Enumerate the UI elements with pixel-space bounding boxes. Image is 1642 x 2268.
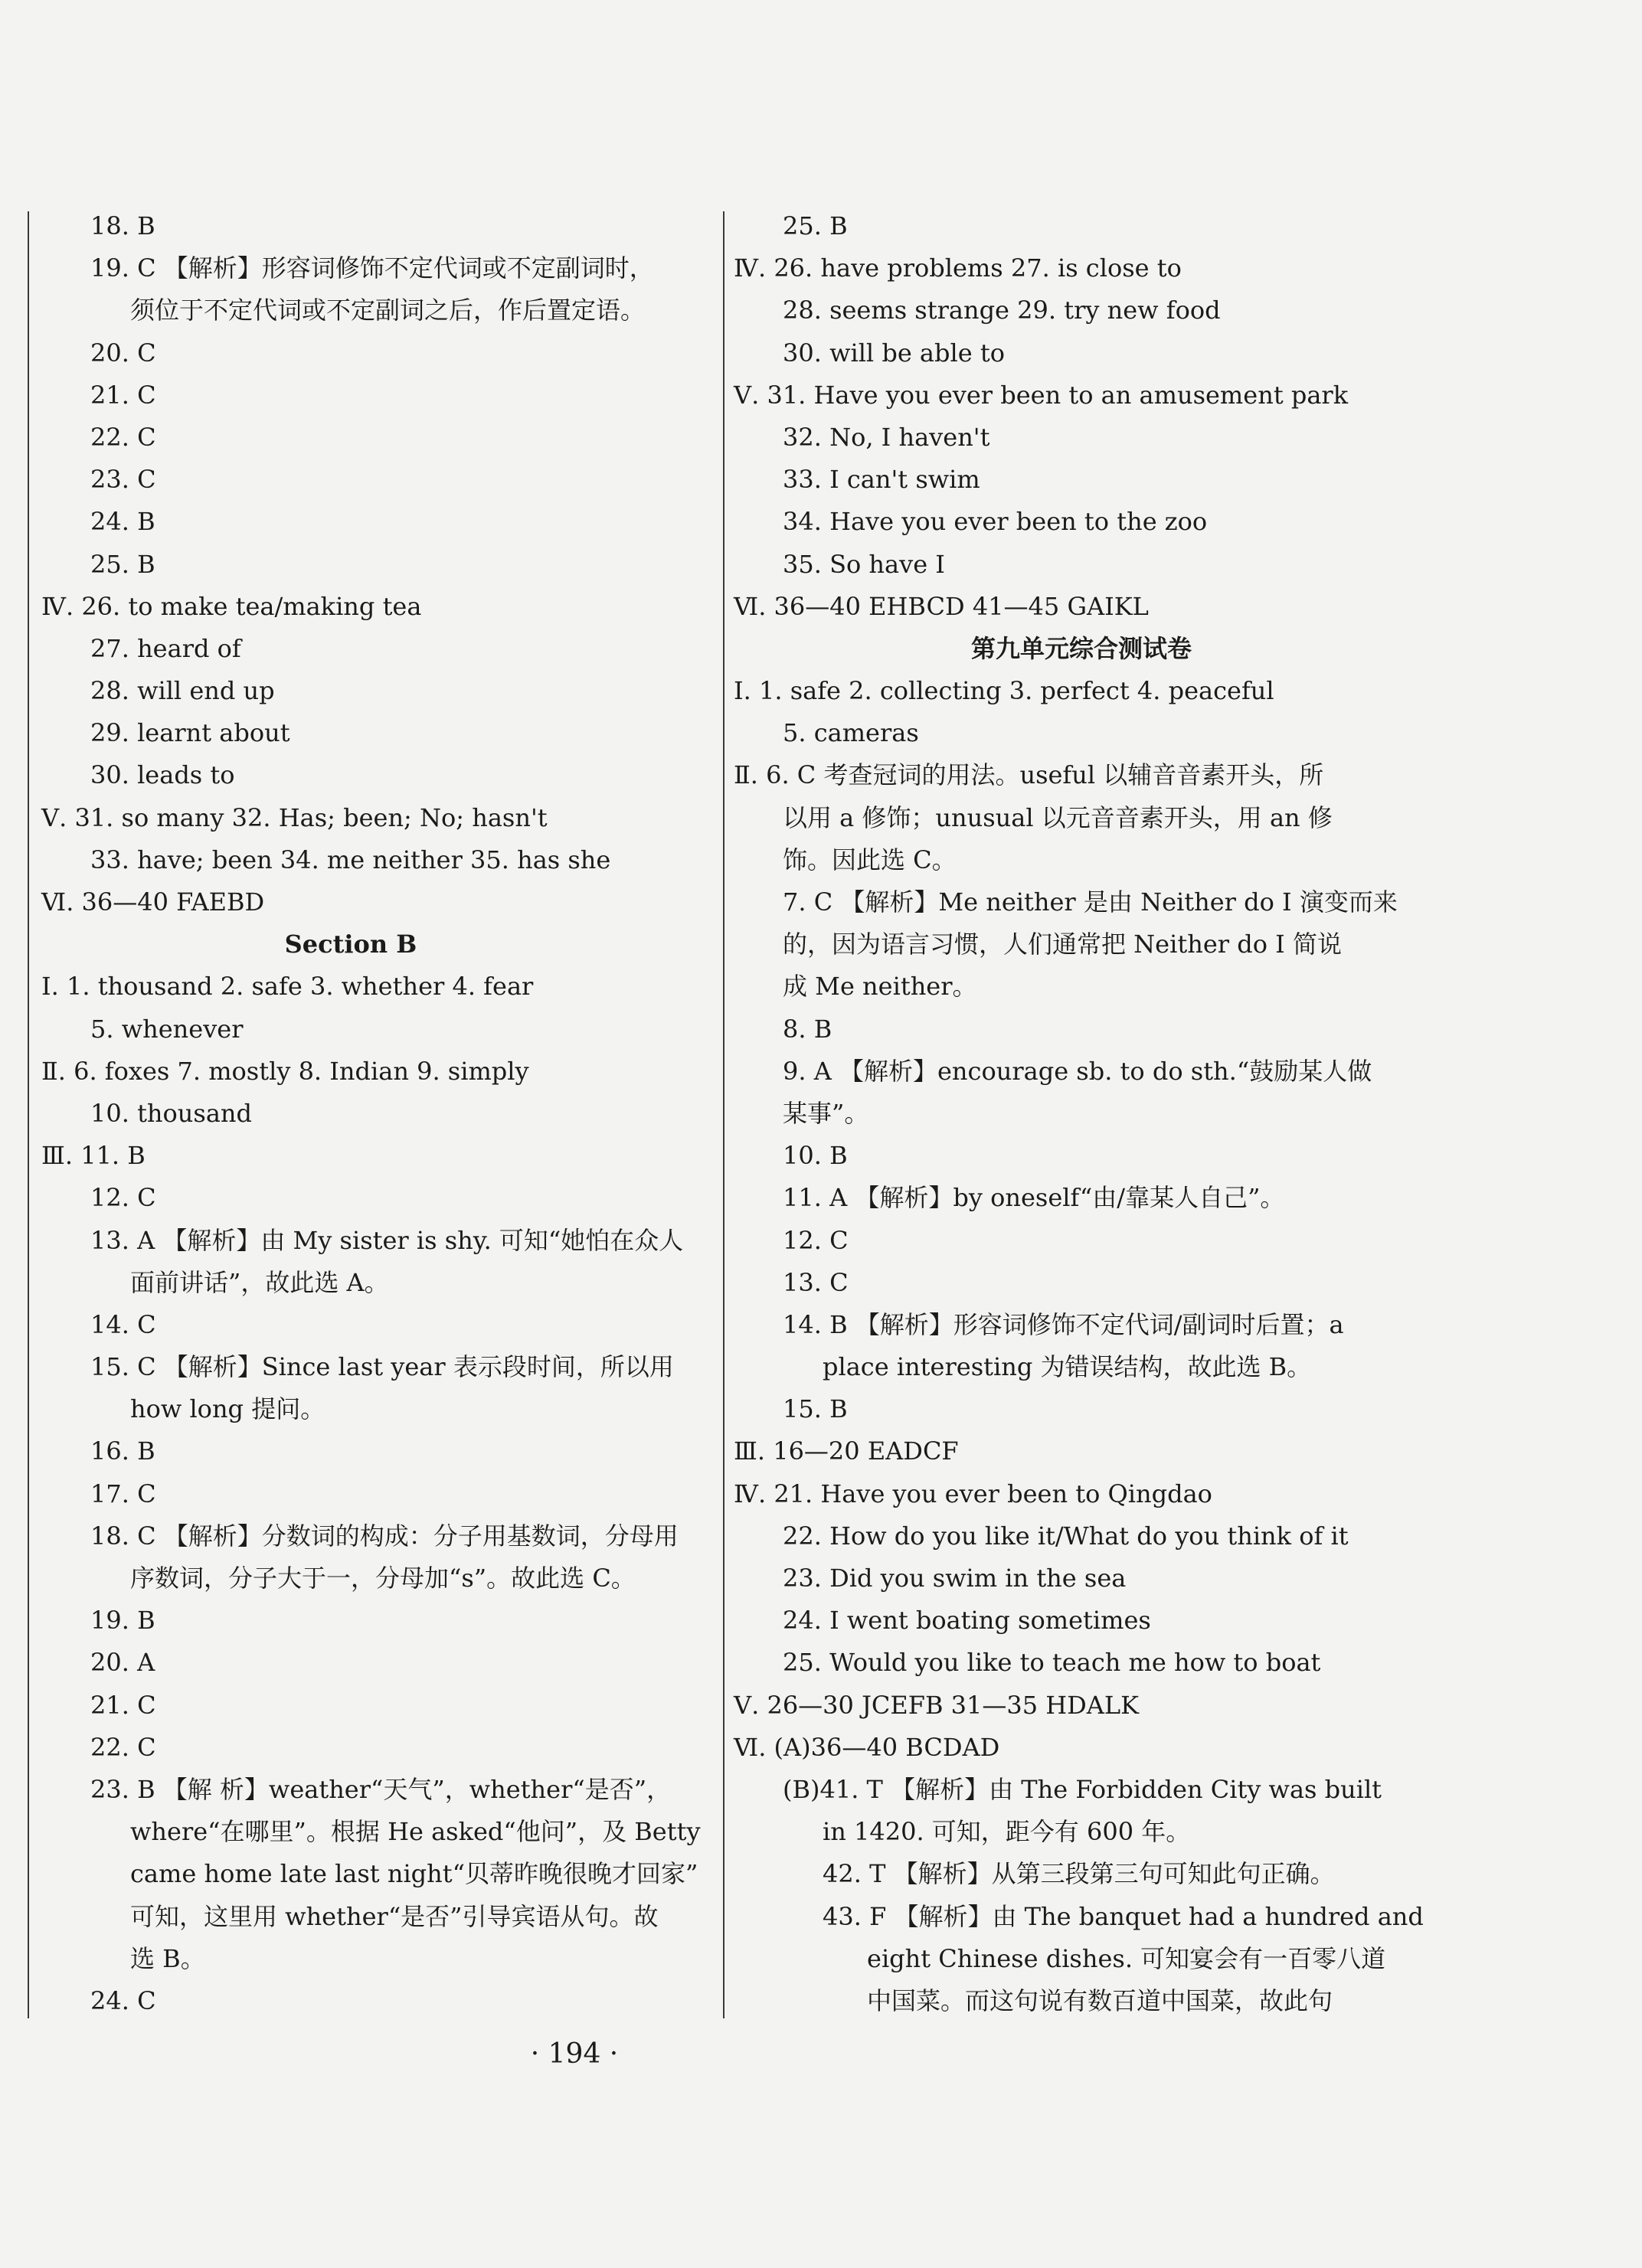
answer-line: 29. learnt about [90,718,290,748]
answer-line: 20. C [90,338,156,368]
answer-line: 30. will be able to [783,338,1005,368]
answer-line: 选 B。 [130,1943,205,1973]
answer-line: 22. C [90,422,156,452]
answer-line: 23. B 【解 析】weather“天气”，whether“是否”， [90,1774,672,1804]
answer-line: 的，因为语言习惯，人们通常把 Neither do I 简说 [783,930,1342,959]
answer-line: how long 提问。 [130,1394,325,1424]
answer-line: 30. leads to [90,760,235,790]
answer-line: 33. I can't swim [783,465,980,495]
answer-line: 10. thousand [90,1098,252,1128]
answer-line: 序数词，分子大于一，分母加“s”。故此选 C。 [130,1564,636,1593]
answer-line: 25. Would you like to teach me how to boat [783,1648,1321,1678]
answer-line: Ⅵ. (A)36—40 BCDAD [734,1732,1000,1762]
answer-line: 23. C [90,465,156,495]
answer-line: Ⅴ. 31. Have you ever been to an amusement park [734,380,1349,410]
answer-line: 8. B [783,1014,832,1044]
answer-line: Ⅳ. 26. to make tea/making tea [41,591,422,621]
answer-line: 25. B [90,549,155,579]
answer-line: 15. C 【解析】Since last year 表示段时间，所以用 [90,1352,674,1382]
answer-line: 17. C [90,1479,156,1508]
answer-line: 第九单元综合测试卷 [970,633,1192,663]
answer-line: in 1420. 可知，距今有 600 年。 [823,1817,1191,1847]
answer-line: 18. C 【解析】分数词的构成：分子用基数词，分母用 [90,1521,679,1551]
right-column [734,205,1424,2022]
answer-line: 20. A [90,1648,155,1678]
answer-line: 32. No, I haven't [783,422,990,452]
answer-line: Ⅵ. 36—40 EHBCD 41—45 GAIKL [734,591,1149,621]
answer-line: 13. C [783,1267,849,1297]
answer-line: 9. A 【解析】encourage sb. to do sth.“鼓励某人做 [783,1056,1372,1086]
answer-line: Section B [284,930,417,959]
answer-line: 成 Me neither。 [783,972,977,1002]
answer-line: 10. B [783,1141,848,1171]
answer-line: 5. cameras [783,718,919,748]
left-margin-rule [28,211,29,2018]
answer-line: 15. B [783,1394,848,1424]
answer-line: 18. B [90,211,155,240]
answer-line: 可知，这里用 whether“是否”引导宾语从句。故 [130,1901,659,1931]
answer-line: 24. I went boating sometimes [783,1606,1151,1636]
answer-line: 19. B [90,1606,155,1636]
answer-line: 21. C [90,380,156,410]
answer-line: 11. A 【解析】by oneself“由/靠某人自己”。 [783,1183,1285,1213]
center-column-rule [723,211,725,2018]
answer-line: 27. heard of [90,633,241,663]
answer-line: 12. C [783,1225,849,1255]
answer-line: Ⅵ. 36—40 FAEBD [41,887,265,917]
answer-line: Ⅱ. 6. foxes 7. mostly 8. Indian 9. simply [41,1056,529,1086]
answer-line: 23. Did you swim in the sea [783,1564,1127,1593]
answer-line: Ⅲ. 11. B [41,1141,146,1171]
answer-line: 43. F 【解析】由 The banquet had a hundred and [823,1901,1424,1931]
answer-line: 22. C [90,1732,156,1762]
answer-line: Ⅱ. 6. C 考查冠词的用法。useful 以辅音音素开头，所 [734,760,1324,790]
answer-line: 面前讲话”，故此选 A。 [130,1267,389,1297]
answer-line: 饰。因此选 C。 [783,845,957,874]
answer-line: 中国菜。而这句说有数百道中国菜，故此句 [867,1985,1333,2015]
answer-line: Ⅳ. 21. Have you ever been to Qingdao [734,1479,1212,1508]
answer-line: came home late last night“贝蒂昨晚很晚才回家” [130,1859,698,1889]
answer-line: 33. have; been 34. me neither 35. has she [90,845,611,874]
answer-line: 42. T 【解析】从第三段第三句可知此句正确。 [823,1859,1335,1889]
answer-line: 7. C 【解析】Me neither 是由 Neither do I 演变而来 [783,887,1398,917]
page-number: · 194 · [530,2038,619,2070]
left-column [41,205,703,2022]
answer-line: 21. C [90,1690,156,1720]
answer-line: 34. Have you ever been to the zoo [783,507,1208,537]
answer-line: place interesting 为错误结构，故此选 B。 [823,1352,1312,1382]
answer-line: 须位于不定代词或不定副词之后，作后置定语。 [130,296,646,325]
answer-line: Ⅰ. 1. safe 2. collecting 3. perfect 4. peaceful [734,676,1274,706]
answer-line: 24. C [90,1985,156,2015]
answer-line: 25. B [783,211,848,240]
answer-line: 16. B [90,1436,155,1466]
answer-line: Ⅲ. 16—20 EADCF [734,1436,959,1466]
answer-line: 35. So have I [783,549,945,579]
answer-line: 28. seems strange 29. try new food [783,296,1221,325]
answer-line: Ⅰ. 1. thousand 2. safe 3. whether 4. fear [41,972,534,1002]
answer-line: 13. A 【解析】由 My sister is shy. 可知“她怕在众人 [90,1225,684,1255]
answer-line: 19. C 【解析】形容词修饰不定代词或不定副词时， [90,253,654,283]
answer-line: 以用 a 修饰；unusual 以元音音素开头，用 an 修 [783,802,1333,832]
answer-line: eight Chinese dishes. 可知宴会有一百零八道 [867,1943,1386,1973]
answer-line: (B)41. T 【解析】由 The Forbidden City was built [783,1774,1382,1804]
answer-line: Ⅴ. 26—30 JCEFB 31—35 HDALK [734,1690,1140,1720]
answer-line: Ⅴ. 31. so many 32. Has; been; No; hasn't [41,802,548,832]
answer-line: where“在哪里”。根据 He asked“他问”，及 Betty [130,1817,701,1847]
answer-line: 22. How do you like it/What do you think of it [783,1521,1349,1551]
answer-line: 28. will end up [90,676,275,706]
answer-line: 14. C [90,1309,156,1339]
answer-line: 12. C [90,1183,156,1213]
answer-line: 24. B [90,507,155,537]
answer-line: Ⅳ. 26. have problems 27. is close to [734,253,1182,283]
answer-line: 某事”。 [783,1098,869,1128]
answer-line: 5. whenever [90,1014,244,1044]
answer-line: 14. B 【解析】形容词修饰不定代词/副词时后置；a [783,1309,1344,1339]
